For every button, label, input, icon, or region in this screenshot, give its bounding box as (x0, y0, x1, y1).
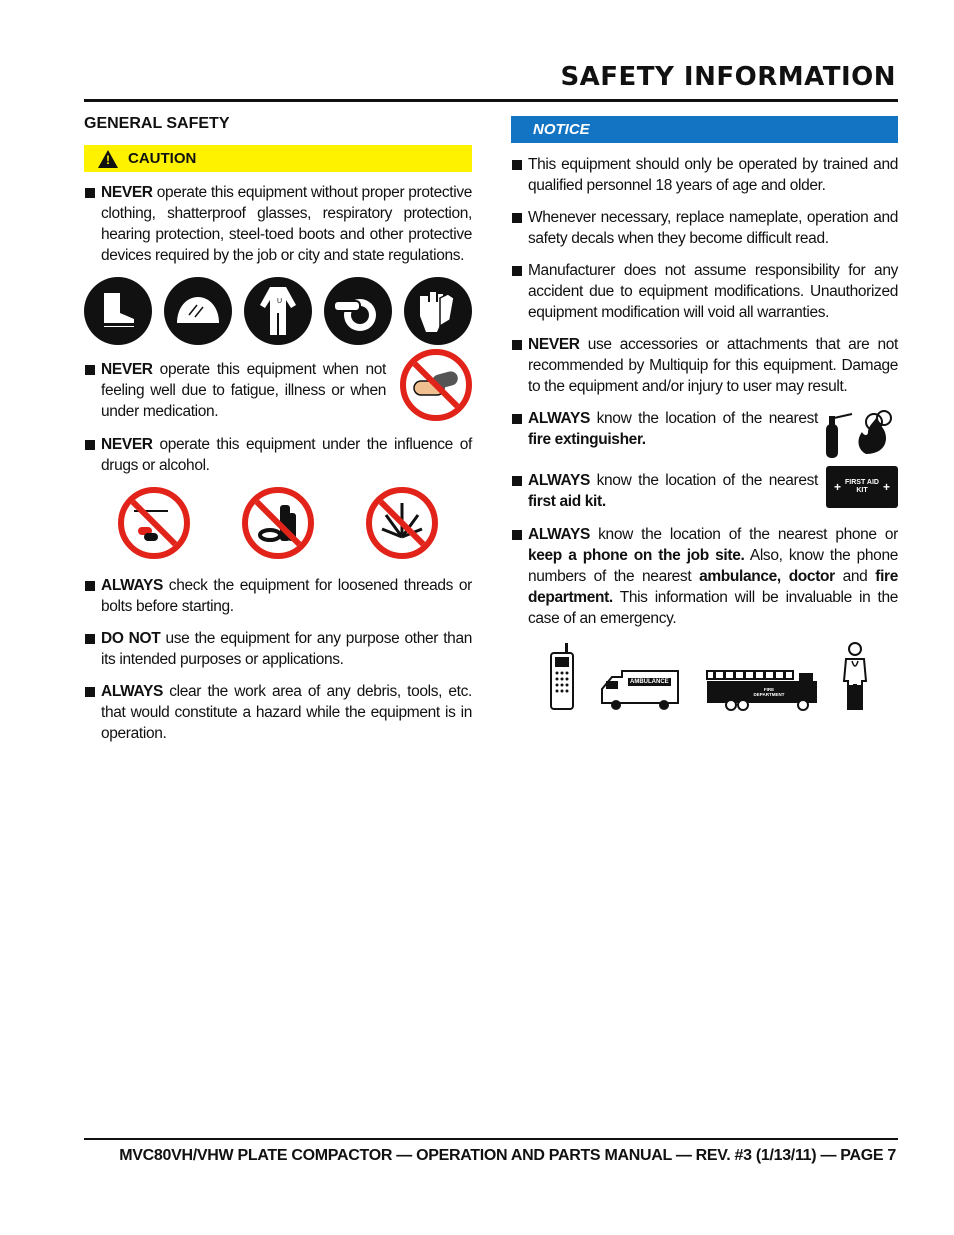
footer-rule (84, 1138, 898, 1140)
safety-glasses-earmuffs-icon (324, 277, 392, 345)
hard-hat-icon (164, 277, 232, 345)
bullet-strong: first aid kit. (528, 493, 606, 510)
bullet-lead: NEVER (101, 184, 153, 201)
bullet-lead: ALWAYS (528, 472, 590, 489)
title-rule (84, 99, 898, 102)
bullet-text: use accessories or attachments that are not recommended by Multiquip for this equipment. Damage to the equipment and/or injury to user may result. (528, 336, 898, 395)
doctor-icon (842, 641, 868, 711)
svg-text:U: U (277, 298, 283, 305)
no-drugs-icons (84, 487, 472, 559)
coveralls-icon (244, 277, 312, 345)
bullet-lead: ALWAYS (528, 410, 590, 427)
first-aid-row (511, 470, 898, 512)
ambulance-icon (600, 667, 680, 711)
caution-bar (84, 145, 472, 172)
bullet-text: Also, know the phone numbers of the nearest (528, 547, 898, 585)
bullet-modifications (511, 260, 898, 323)
bullet-ppe (84, 182, 472, 266)
bullet-first-aid (511, 470, 818, 512)
no-alcohol-icon (242, 487, 314, 559)
page-footer: MVC80VH/VHW PLATE COMPACTOR — OPERATION AND PARTS MANUAL — REV. #3 (1/13/11) — PAGE 7 (119, 1147, 896, 1164)
section-heading: GENERAL SAFETY (84, 115, 230, 132)
bullet-intended-use (84, 628, 472, 670)
bullet-text: This information will be invaluable in the case of an emergency. (528, 589, 898, 627)
no-pills-icon (118, 487, 190, 559)
bullet-lead: NEVER (101, 361, 153, 378)
gloves-icon (404, 277, 472, 345)
ppe-icons (84, 277, 472, 345)
bullet-check-bolts (84, 575, 472, 617)
bullet-lead: ALWAYS (101, 683, 163, 700)
bullet-fire-extinguisher (511, 408, 818, 450)
fire-truck-label: FIRE DEPARTMENT (753, 687, 785, 697)
bullet-lead: DO NOT (101, 630, 161, 647)
notice-bar (511, 116, 898, 143)
bullet-strong: ambulance, doctor (699, 568, 835, 585)
bullet-clear-area (84, 681, 472, 744)
cell-phone-icon (549, 643, 575, 711)
bullet-lead: ALWAYS (101, 577, 163, 594)
bullet-text: and (834, 568, 876, 585)
bullet-text: operate this equipment when not feeling well due to fatigue, illness or when under medication. (101, 361, 386, 420)
no-medication-icon (400, 349, 472, 421)
bullet-strong: fire department. (528, 568, 898, 606)
no-marijuana-icon (366, 487, 438, 559)
bullet-strong: fire extinguisher. (528, 431, 646, 448)
bullet-emergency-phone (511, 524, 898, 629)
bullet-lead: NEVER (101, 436, 153, 453)
first-aid-label: FIRST AID KIT (845, 479, 879, 494)
right-column (511, 116, 898, 711)
bullet-text: know the location of the nearest (589, 410, 818, 427)
bullet-text: Whenever necessary, replace nameplate, operation and safety decals when they become difficult read. (528, 209, 898, 247)
bullet-text: Manufacturer does not assume responsibility for any accident due to equipment modifications. Unauthorized equipment modification will void all warranties. (528, 262, 898, 321)
illness-row (84, 359, 472, 422)
bullet-text: This equipment should only be operated by trained and qualified personnel 18 years of age and older. (528, 156, 898, 194)
bullet-lead: NEVER (528, 336, 580, 353)
bullet-text: check the equipment for loosened threads or bolts before starting. (101, 577, 472, 615)
warning-triangle-icon: ! (98, 150, 118, 168)
bullet-illness (84, 359, 386, 422)
bullet-replace-decals (511, 207, 898, 249)
bullet-text: know the location of the nearest (589, 472, 818, 489)
notice-label: NOTICE (533, 121, 590, 138)
bullet-accessories (511, 334, 898, 397)
bullet-strong: keep a phone on the job site. (528, 547, 745, 564)
left-column (84, 112, 472, 755)
bullet-trained-personnel (511, 154, 898, 196)
bullet-text: operate this equipment under the influence of drugs or alcohol. (101, 436, 472, 474)
bullet-text: know the location of the nearest phone or (589, 526, 898, 543)
emergency-icons (549, 641, 868, 711)
bullet-drugs (84, 434, 472, 476)
fire-extinguisher-icon (822, 408, 898, 460)
safety-boot-icon (84, 277, 152, 345)
extinguisher-row (511, 408, 898, 460)
ambulance-label: AMBULANCE (630, 679, 669, 685)
bullet-lead: ALWAYS (528, 526, 590, 543)
page-title: SAFETY INFORMATION (560, 62, 896, 92)
bullet-text: use the equipment for any purpose other than its intended purposes or applications. (101, 630, 472, 668)
bullet-text: clear the work area of any debris, tools, etc. that would constitute a hazard while the equipment is in operation. (101, 683, 472, 742)
first-aid-kit-icon: + FIRST AID KIT + (826, 466, 898, 508)
fire-truck-icon (705, 667, 817, 711)
bullet-text: operate this equipment without proper protective clothing, shatterproof glasses, respiratory protection, hearing protection, steel-toed boots and other protective devices required by the job or city and state regulations. (101, 184, 472, 264)
caution-label: CAUTION (128, 150, 197, 167)
